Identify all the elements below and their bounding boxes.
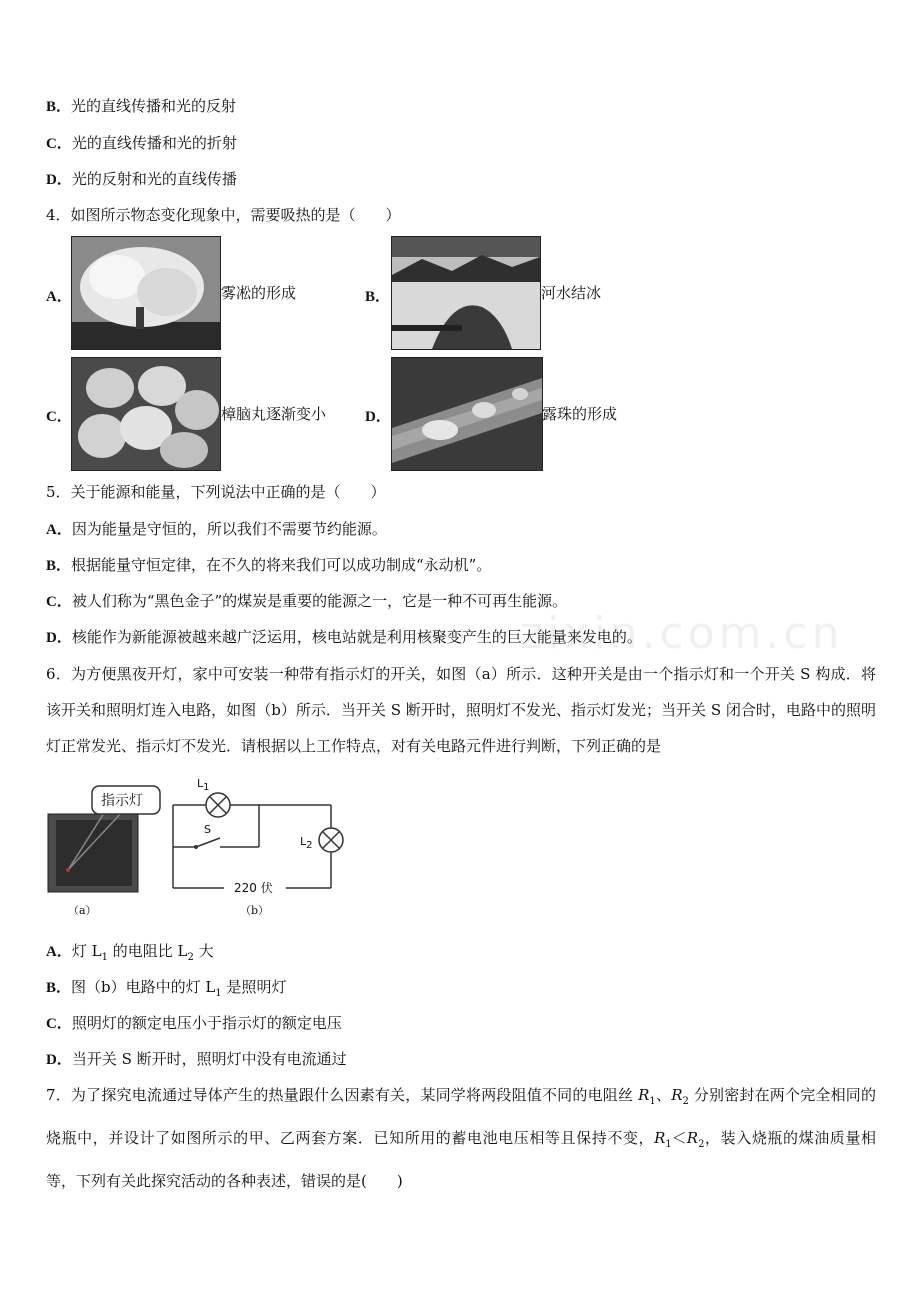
lamp-l2-icon xyxy=(319,828,343,852)
q6-option-a xyxy=(46,941,214,968)
resistor-symbol: R xyxy=(686,1129,699,1147)
q3-option-c xyxy=(46,133,237,154)
q3-option-b xyxy=(46,96,236,117)
q4-option-b-caption: 河水结冰 xyxy=(541,284,602,302)
switch-contact-icon xyxy=(194,845,198,849)
q6-option-d xyxy=(46,1049,347,1070)
lamp-l1-label xyxy=(197,777,210,793)
q5-option-c xyxy=(46,591,567,612)
option-text: 光的直线传播和光的反射 xyxy=(71,97,237,115)
subscript: 2 xyxy=(682,1096,689,1107)
figure-a-label: （a） xyxy=(68,904,97,917)
option-letter: C． xyxy=(46,1016,72,1032)
figure-b-label: （b） xyxy=(240,904,270,917)
q4-option-c-letter: C． xyxy=(46,409,72,425)
frost-tree-photo xyxy=(71,236,221,350)
lamp-l1-icon xyxy=(206,793,230,817)
option-letter: D． xyxy=(46,1052,72,1068)
option-text: 当开关 S 断开时，照明灯中没有电流通过 xyxy=(71,1050,347,1068)
subscript: 1 xyxy=(649,1096,656,1107)
option-text: 光的反射和光的直线传播 xyxy=(71,170,237,188)
lamp-l2-sub: 2 xyxy=(306,840,313,852)
subscript: 1 xyxy=(215,988,222,999)
subscript: 2 xyxy=(187,952,194,963)
dewdrops-photo xyxy=(391,357,543,471)
resistor-symbol: R xyxy=(671,1086,683,1104)
q4-option-d-caption: 露珠的形成 xyxy=(542,405,618,423)
option-text-part: 灯 L xyxy=(71,942,102,960)
q4-option-a-letter: A． xyxy=(46,289,72,305)
option-letter: A． xyxy=(46,522,72,538)
less-than-symbol: ＜ xyxy=(671,1129,687,1147)
q6-option-c xyxy=(46,1013,342,1034)
switch-s-label: S xyxy=(204,823,211,836)
subscript: 1 xyxy=(101,952,108,963)
lamp-l1-sub: 1 xyxy=(203,782,210,794)
q4-option-d-letter: D． xyxy=(365,409,391,425)
option-letter: C． xyxy=(46,136,72,152)
option-letter: D． xyxy=(46,172,72,188)
lamp-l2-label xyxy=(300,835,313,851)
frozen-river-photo xyxy=(391,236,541,350)
q7-stem xyxy=(46,1077,876,1199)
option-text-part: 图（b）电路中的灯 L xyxy=(71,978,216,996)
q4-option-b-letter: B． xyxy=(365,289,391,305)
q5-stem: 5．关于能源和能量，下列说法中正确的是（ ） xyxy=(46,483,386,501)
watermark: zixin.com.cn xyxy=(520,608,844,659)
option-letter: B． xyxy=(46,980,72,996)
subscript: 1 xyxy=(665,1139,672,1150)
resistor-symbol: R xyxy=(638,1086,650,1104)
q6-stem: 6．为方便黑夜开灯，家中可安装一种带有指示灯的开关，如图（a）所示．这种开关是由一个指示灯和一个开关 S 构成．将该开关和照明灯连入电路，如图（b）所示．当开关 S 断开时，照明灯不发光、指示灯发光；当开关 S 闭合时，电路中的照明灯正常发光、指示灯不发光．请根据以上工作特点，对有关电路元件进行判断，下列正确的是 xyxy=(46,665,876,755)
option-text: 被人们称为“黑色金子”的煤炭是重要的能源之一，它是一种不可再生能源。 xyxy=(71,592,568,610)
separator: 、 xyxy=(655,1086,672,1104)
q4-option-a-caption: 雾凇的形成 xyxy=(221,284,297,302)
option-text-part: 是照明灯 xyxy=(221,978,287,996)
q6-figure-b-circuit xyxy=(166,775,346,925)
option-text: 因为能量是守恒的，所以我们不需要节约能源。 xyxy=(71,520,387,538)
indicator-callout-label: 指示灯 xyxy=(101,793,143,809)
q7-text: 分别密封在两个完全相同的烧瓶中，并设计了如图所示的甲、乙两套方案．已知所用的蓄电池电压相等且保持不变， xyxy=(46,1086,876,1147)
q6-figure-a xyxy=(46,780,166,920)
option-text-part: 大 xyxy=(193,942,214,960)
subscript: 2 xyxy=(698,1139,705,1150)
option-text-part: 的电阻比 L xyxy=(107,942,188,960)
mothballs-photo xyxy=(71,357,221,471)
q6-option-b xyxy=(46,977,287,1004)
option-letter: A． xyxy=(46,944,72,960)
lamp-l2-letter: L xyxy=(300,835,307,848)
resistor-symbol: R xyxy=(654,1129,666,1147)
voltage-label: 220 伏 xyxy=(234,881,273,895)
option-letter: B． xyxy=(46,558,72,574)
q7-text: ，装入烧瓶的煤油质量相等，下列有关此探究活动的各种表述，错误的是( ) xyxy=(46,1129,876,1190)
option-letter: D． xyxy=(46,630,72,646)
q3-option-d xyxy=(46,169,237,190)
option-text: 照明灯的额定电压小于指示灯的额定电压 xyxy=(71,1014,342,1032)
q7-text: 7．为了探究电流通过导体产生的热量跟什么因素有关，某同学将两段阻值不同的电阻丝 xyxy=(46,1086,639,1104)
option-text: 核能作为新能源被越来越广泛运用，核电站就是利用核聚变产生的巨大能量来发电的。 xyxy=(71,628,642,646)
option-letter: B． xyxy=(46,99,72,115)
q5-option-a xyxy=(46,519,387,540)
option-letter: C． xyxy=(46,594,72,610)
lamp-l1-letter: L xyxy=(197,777,204,790)
q5-option-b xyxy=(46,555,491,576)
option-text: 根据能量守恒定律，在不久的将来我们可以成功制成“永动机”。 xyxy=(71,556,492,574)
option-text: 光的直线传播和光的折射 xyxy=(71,134,237,152)
q4-option-c-caption: 樟脑丸逐渐变小 xyxy=(221,405,327,423)
q4-stem: 4．如图所示物态变化现象中，需要吸热的是（ ） xyxy=(46,206,401,224)
